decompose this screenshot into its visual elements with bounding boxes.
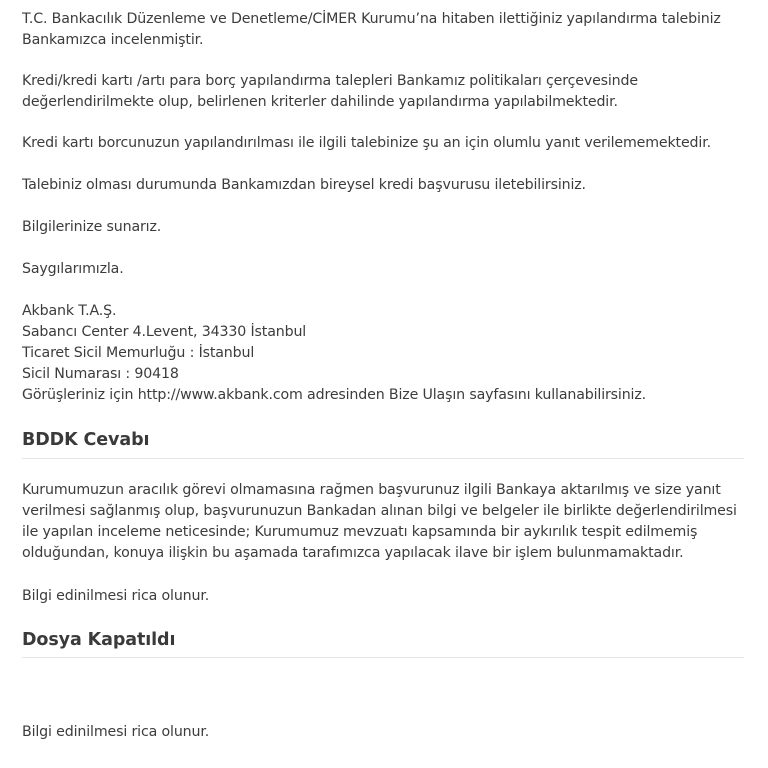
akbank-website-link[interactable]: http://www.akbank.com (137, 387, 303, 403)
bank-reply-paragraph-3: Kredi kartı borcunuzun yapılandırılması ile ilgili talebinize şu an için olumlu yanıt verilememektedir. (22, 135, 711, 151)
bank-reply-paragraph-5: Bilgilerinize sunarız. (22, 219, 162, 235)
bank-reply-paragraph-2: Kredi/kredi kartı /artı para borç yapılandırma talepleri Bankamız politikaları çerçevesinde değerlendirilmekte olup, belirlenen kriterler dahilinde yapılandırma yapılabilmektedir. (22, 73, 638, 110)
signature-address: Sabancı Center 4.Levent, 34330 İstanbul (22, 324, 307, 340)
bddk-section-title: BDDK Cevabı (22, 430, 150, 450)
signature-contact-line (22, 385, 646, 406)
contact-suffix: adresinden Bize Ulaşın sayfasını kullanabilirsiniz. (302, 387, 646, 403)
signature-registry-number: Sicil Numarası : 90418 (22, 366, 179, 382)
bank-reply-paragraph-6: Saygılarımızla. (22, 261, 124, 277)
signature-company: Akbank T.A.Ş. (22, 303, 117, 319)
bank-reply-paragraph-4: Talebiniz olması durumunda Bankamızdan bireysel kredi başvurusu iletebilirsiniz. (22, 177, 586, 193)
closed-section-closing: Bilgi edinilmesi rica olunur. (22, 724, 210, 740)
contact-prefix: Görüşleriniz için (22, 387, 138, 403)
bddk-section-body: Kurumumuzun aracılık görevi olmamasına rağmen başvurunuz ilgili Bankaya aktarılmış ve size yanıt verilmesi sağlanmış olup, başvurunuzun Bankadan alınan bilgi ve belgeler ile birlikte değerlendirilmesi ile yapılan inceleme neticesinde; Kurumumuz mevzuatı kapsamında bir aykırılık tespit edilmemiş olduğundan, konuya ilişkin bu aşamada tarafımızca yapılacak ilave bir işlem bulunmamaktadır. (22, 482, 737, 561)
signature-registry-office: Ticaret Sicil Memurluğu : İstanbul (22, 345, 255, 361)
bddk-section-divider (22, 458, 744, 459)
closed-section-divider (22, 657, 744, 658)
bddk-section-closing: Bilgi edinilmesi rica olunur. (22, 588, 210, 604)
bank-reply-paragraph-1: T.C. Bankacılık Düzenleme ve Denetleme/CİMER Kurumu’na hitaben ilettiğiniz yapılandırma talebiniz Bankamızca incelenmiştir. (22, 11, 721, 48)
closed-section-title: Dosya Kapatıldı (22, 630, 176, 650)
